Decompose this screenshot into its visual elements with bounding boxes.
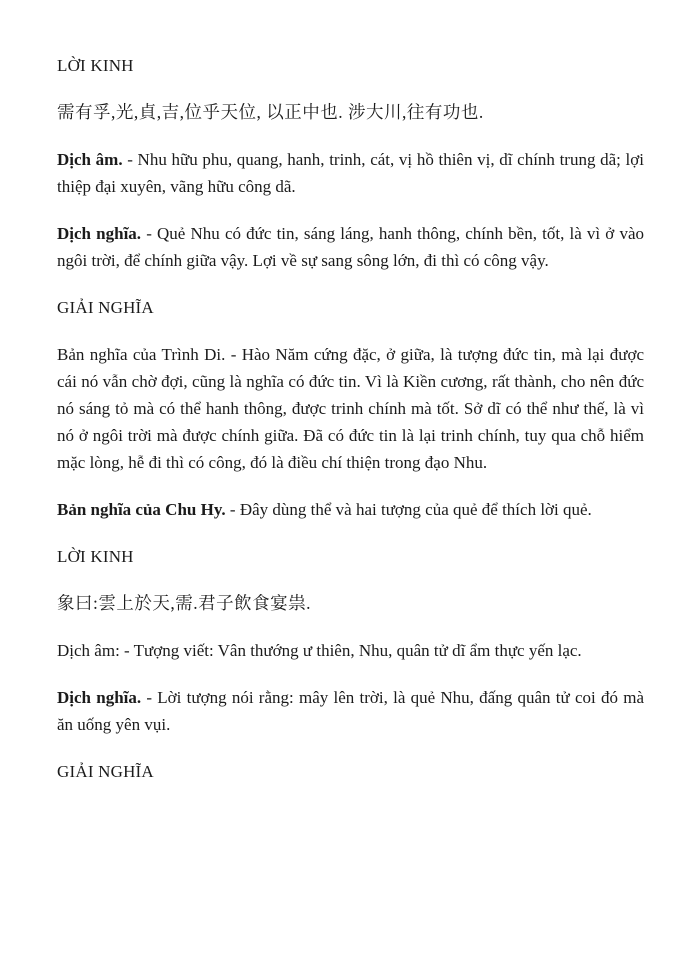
heading-text: GIẢI NGHĨA (57, 298, 154, 317)
chinese-text: 需有孚,光,貞,吉,位乎天位, 以正中也. 涉大川,往有功也. (57, 102, 484, 122)
paragraph-lead: Dịch nghĩa. (57, 688, 142, 707)
heading-text: LỜI KINH (57, 56, 134, 75)
paragraph-text: - Nhu hữu phu, quang, hanh, trinh, cát, vị hồ thiên vị, dĩ chính trung dã; lợi thiệp đại xuyên, vãng hữu công dã. (57, 150, 644, 196)
paragraph-text: - Lời tượng nói rằng: mây lên trời, là quẻ Nhu, đấng quân tử coi đó mà ăn uống yên vụi. (57, 688, 644, 734)
heading-text: GIẢI NGHĨA (57, 762, 154, 781)
paragraph-lead: Bản nghĩa của Chu Hy. (57, 500, 226, 519)
paragraph-dich-am-2 (57, 637, 644, 664)
paragraph-dich-am-1 (57, 146, 644, 200)
paragraph-chu-hy (57, 496, 644, 523)
section-heading-loi-kinh-1 (57, 52, 644, 79)
paragraph-trinh-di (57, 341, 644, 476)
paragraph-lead: Dịch âm. (57, 150, 123, 169)
heading-text: LỜI KINH (57, 547, 134, 566)
paragraph-text: - Quẻ Nhu có đức tin, sáng láng, hanh thông, chính bền, tốt, là vì ở vào ngôi trời, để chính giữa vậy. Lợi về sự sang sông lớn, đi thì có công vậy. (57, 224, 644, 270)
paragraph-text: Bản nghĩa của Trình Di. - Hào Năm cứng đặc, ở giữa, là tượng đức tin, mà lại được cái nó vẫn chờ đợi, cũng là nghĩa có đức tin. Vì là Kiền cương, rất thành, cho nên đức nó sáng tỏ mà có thể hanh thông, được trinh chính mà tốt. Sở dĩ có thể như thế, là vì nó ở ngôi trời mà được chính giữa. Đã có đức tin là lại trinh chính, tuy qua chỗ hiểm mặc lòng, hễ đi thì có công, đó là điều chí thiện trong đạo Nhu. (57, 345, 644, 472)
paragraph-dich-nghia-1 (57, 220, 644, 274)
paragraph-dich-nghia-2 (57, 684, 644, 738)
chinese-quote-1 (57, 99, 644, 126)
paragraph-text: - Đây dùng thể và hai tượng của quẻ để thích lời quẻ. (225, 500, 592, 519)
paragraph-text: Dịch âm: - Tượng viết: Vân thướng ư thiên, Nhu, quân tử dĩ ẩm thực yến lạc. (57, 641, 582, 660)
chinese-text: 象曰:雲上於天,需.君子飲食宴祟. (57, 593, 311, 613)
section-heading-giai-nghia-2 (57, 758, 644, 785)
section-heading-giai-nghia-1 (57, 294, 644, 321)
section-heading-loi-kinh-2 (57, 543, 644, 570)
chinese-quote-2 (57, 590, 644, 617)
paragraph-lead: Dịch nghĩa. (57, 224, 142, 243)
